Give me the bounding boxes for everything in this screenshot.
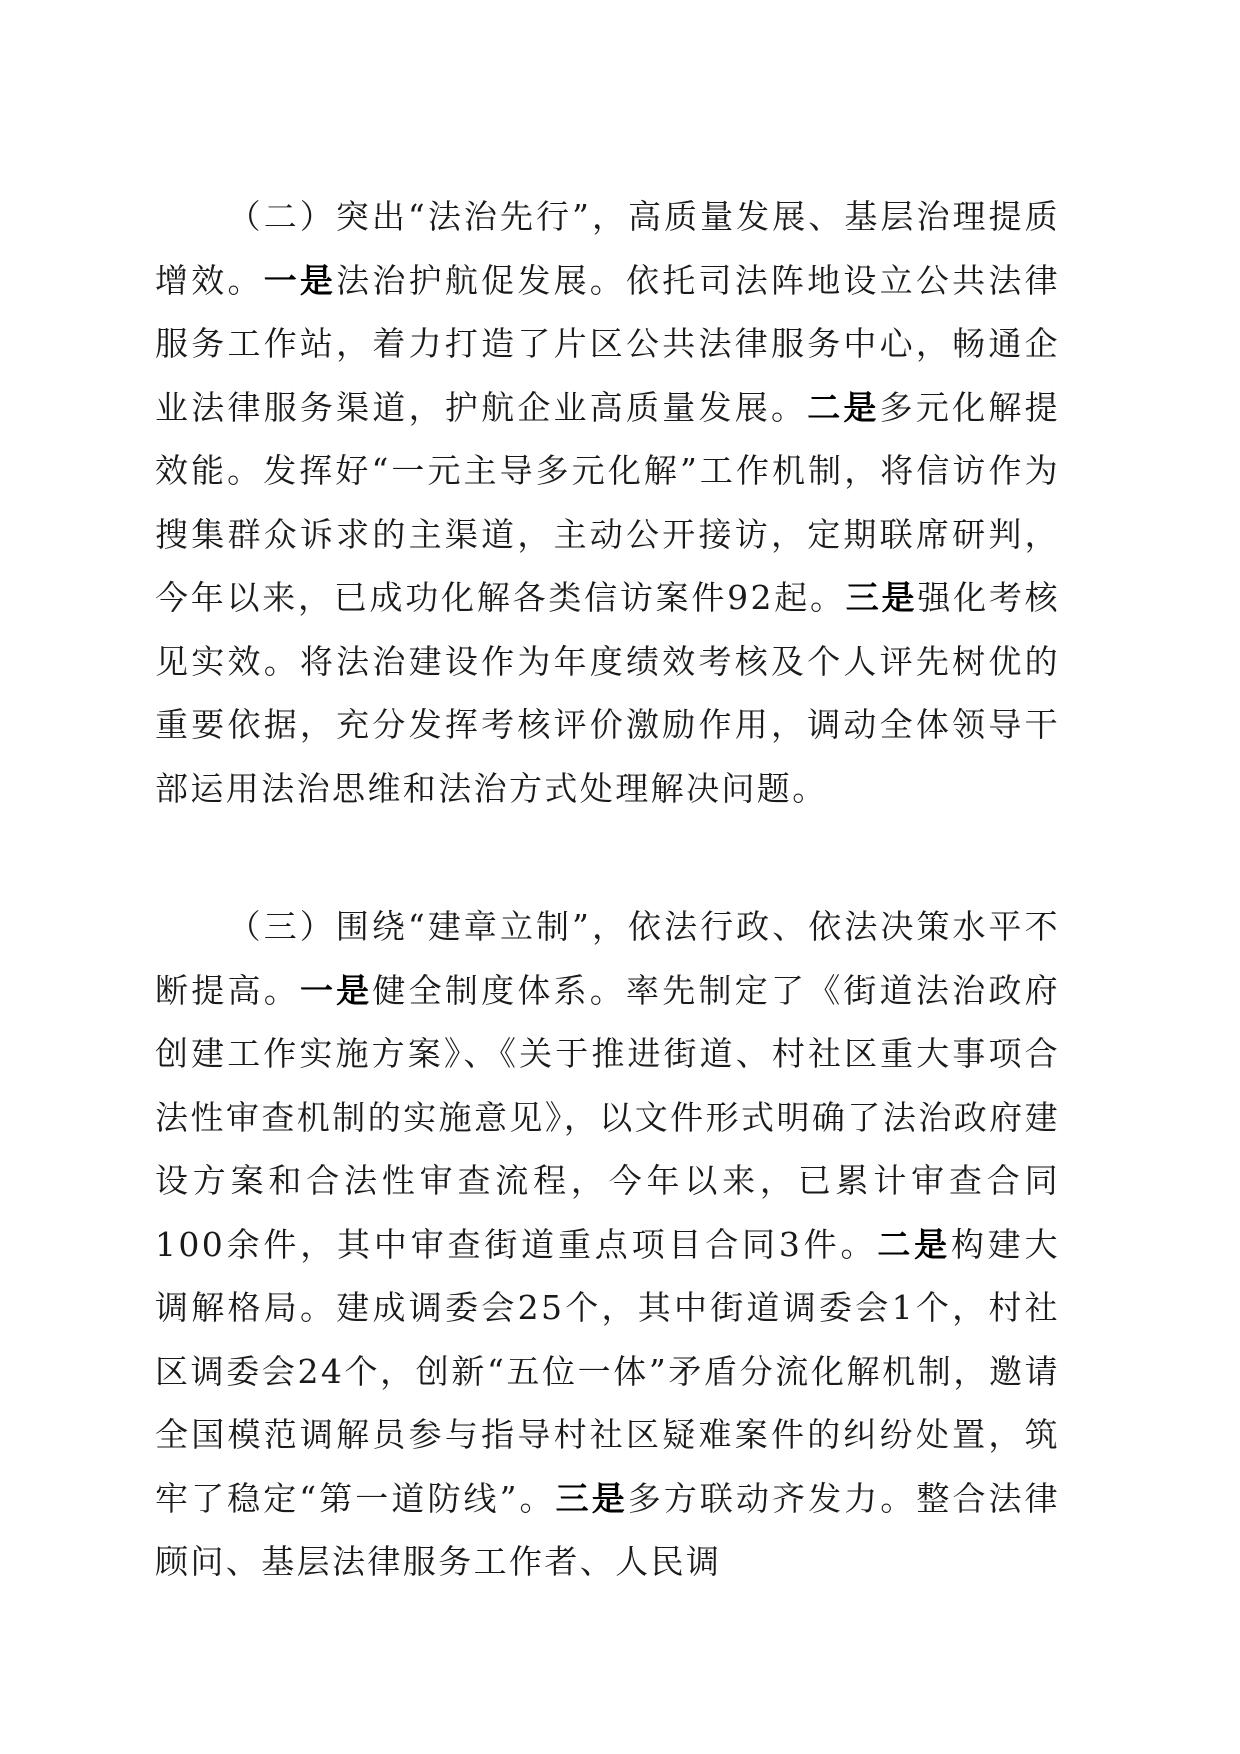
section-3-point-2-text: 构建大调解格局。建成调委会25个，其中街道调委会1个，村社区调委会24个，创新“五位一体”矛盾分流化解机制，邀请全国模范调解员参与指导村社区疑难案件的纠纷处置，筑牢了稳定“第一道防线”。 bbox=[155, 1224, 1060, 1518]
section-3-heading: （三）围绕“建章立制”，依法行政、依法决策水平不断提高。 bbox=[155, 907, 1060, 1010]
section-3-point-3-marker: 三是 bbox=[555, 1478, 628, 1518]
section-3-point-2-marker: 二是 bbox=[877, 1224, 951, 1264]
section-2-point-3-marker: 三是 bbox=[845, 578, 918, 617]
section-2-point-2-marker: 二是 bbox=[807, 387, 880, 427]
section-2-point-3-text: 强化考核见实效。将法治建设作为年度绩效考核及个人评先树优的重要依据，充分发挥考核评价激励作用，调动全体领导干部运用法治思维和法治方式处理解决问题。 bbox=[155, 578, 1060, 808]
section-2-point-1-text: 法治护航促发展。依托司法阵地设立公共法律服务工作站，着力打造了片区公共法律服务中心，畅通企业法律服务渠道，护航企业高质量发展。 bbox=[155, 260, 1060, 427]
section-3-point-1-text: 健全制度体系。率先制定了《街道法治政府创建工作实施方案》、《关于推进街道、村社区重大事项合法性审查机制的实施意见》，以文件形式明确了法治政府建设方案和合法性审查流程，今年以来，已累计审查合同100余件，其中审查街道重点项目合同3件。 bbox=[155, 970, 1060, 1264]
section-3-point-3-text: 多方联动齐发力。整合法律顾问、基层法律服务工作者、人民调 bbox=[155, 1478, 1060, 1581]
section-2-point-2-text: 多元化解提效能。发挥好“一元主导多元化解”工作机制，将信访作为搜集群众诉求的主渠道，主动公开接访，定期联席研判，今年以来，已成功化解各类信访案件92起。 bbox=[155, 387, 1061, 617]
section-2-heading: （二）突出“法治先行”，高质量发展、基层治理提质增效。 bbox=[155, 197, 1060, 300]
section-2-point-1-marker: 一是 bbox=[263, 260, 337, 300]
paragraph-section-2 bbox=[155, 185, 1060, 820]
paragraph-section-3 bbox=[155, 895, 1060, 1594]
section-3-point-1-marker: 一是 bbox=[299, 970, 373, 1010]
